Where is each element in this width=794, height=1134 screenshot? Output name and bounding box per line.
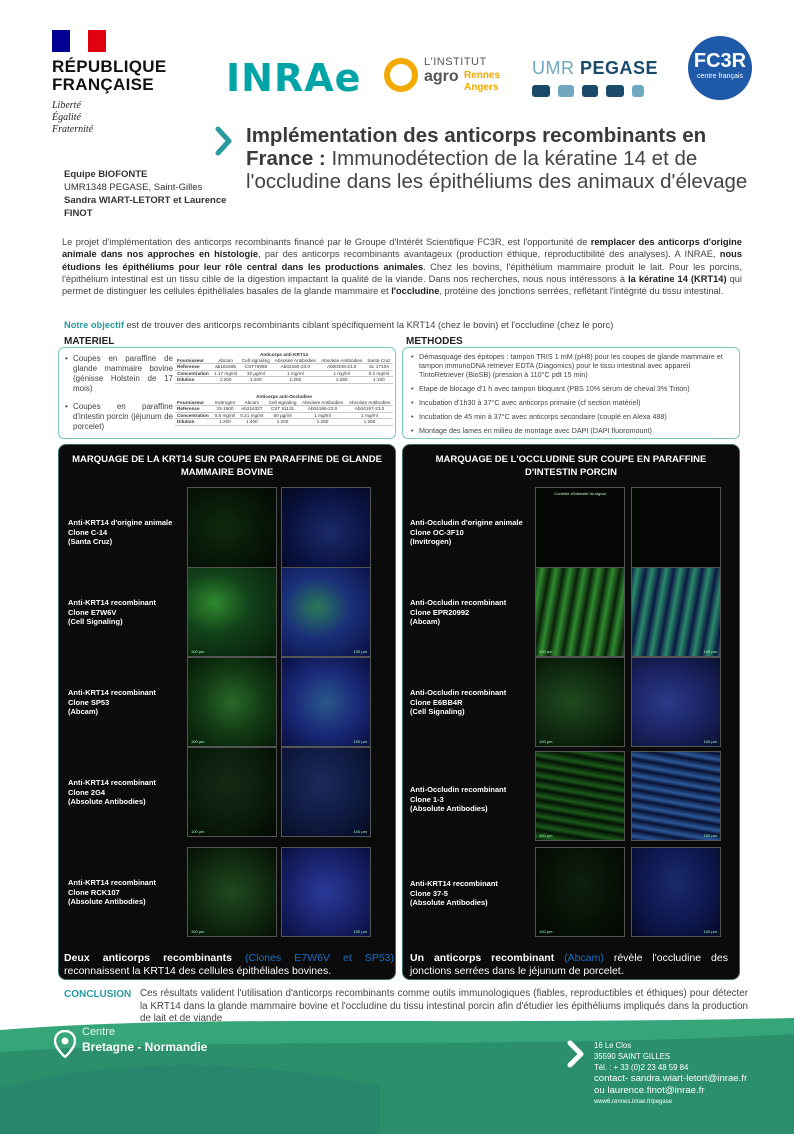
chevron-right-icon — [214, 126, 234, 156]
agro-city-angers: Angers — [464, 82, 499, 93]
table-cell: Santa Cruz — [365, 358, 393, 364]
krt14-panel-heading: MARQUAGE DE LA KRT14 SUR COUPE EN PARAFFINE DE GLANDE MAMMAIRE BOVINE — [72, 454, 382, 478]
intro-text-4: qui permet de distinguer les cellules épithéliales basales de la glande mammaire et — [62, 273, 742, 297]
table-cell: Absolute Antibodies — [319, 358, 365, 364]
table-cell: 1:250 — [299, 419, 346, 426]
ab-name: Anti-KRT14 recombinant — [68, 598, 156, 607]
agro-city-rennes: Rennes — [464, 70, 501, 81]
table-cell: 1:250 — [319, 377, 365, 384]
scale-bar-label: 100 µm — [353, 929, 367, 934]
conclusion-accent: (Abcam) — [564, 952, 604, 964]
poster-title-rest: Immunodétection de la kératine 14 et de l'occludine dans les épithéliums des animaux d'élevage — [246, 147, 748, 193]
scale-bar-label: 100 µm — [191, 649, 205, 654]
methode-item: • Démasquage des épitopes : tampon TRIS 1 mM (pH8) pour les coupes de glande mammaire et tampon immunoDNA retriever EDTA (Diagomics) pour le tissu intestinal avec appareil TintoRetriever (BioSB) (pression à 110°C pdt 15 min) — [411, 352, 731, 379]
krt14-antibody-table — [175, 352, 393, 384]
intro-bold-4: l'occludine — [391, 286, 440, 297]
fc3r-subtitle: centre français — [697, 73, 743, 80]
table-cell: Ab02180-23.0 — [272, 364, 318, 371]
table-cell: Cell signaling — [266, 400, 299, 406]
ab-clone: Clone 37-5 — [410, 888, 448, 898]
krt14-panel-conclusion — [64, 952, 394, 978]
table-cell: 1 mg/ml — [299, 412, 346, 419]
micrograph-merge — [631, 751, 721, 841]
scale-bar-label: 100 µm — [539, 739, 553, 744]
motto-egalite: Égalité — [52, 112, 81, 123]
table-cell: Abcam — [212, 358, 240, 364]
micrograph-green — [535, 567, 625, 657]
ab-clone: Clone OC-3F10 — [410, 527, 464, 537]
table-cell: 0.5 mg/ml — [212, 412, 238, 419]
team-unit: UMR1348 PEGASE, Saint-Gilles — [64, 182, 203, 193]
micrograph-merge — [281, 747, 371, 837]
footer-region: Bretagne - Normandie — [82, 1040, 208, 1054]
scale-bar-label: 100 µm — [191, 739, 205, 744]
scale-bar-label: 100 µm — [539, 929, 553, 934]
table-cell: Reference — [175, 406, 212, 413]
table-cell: 1 mg/ml — [346, 412, 393, 419]
occludin-table-caption: Anticorps anti-Occludine — [256, 394, 312, 399]
table-cell: Absolute Antibodies — [299, 400, 346, 406]
footer-address — [594, 1040, 784, 1108]
table-cell: 1:100 — [365, 377, 393, 384]
agro-ring-icon — [384, 58, 418, 92]
institut-agro-logo — [384, 54, 514, 100]
scale-bar-label: 100 µm — [353, 829, 367, 834]
micrograph-green — [187, 567, 277, 657]
table-cell: Dilution — [175, 419, 212, 426]
fc3r-logo — [688, 36, 752, 100]
krt14-antibody-label — [68, 598, 156, 627]
intro-text-5: , protéine des jonctions serrées, reflétant l'intégrité du tissu intestinal. — [439, 286, 724, 297]
table-cell: Fournisseur — [175, 358, 212, 364]
marianne-flag-icon — [52, 30, 106, 52]
poster-title — [246, 124, 766, 193]
table-cell: 1:200 — [240, 377, 273, 384]
ab-clone: Clone 2G4 — [68, 787, 106, 797]
scale-bar-label: 100 µm — [703, 833, 717, 838]
occludin-antibody-label — [410, 879, 498, 908]
materiel-box — [58, 347, 396, 439]
motto-liberte: Liberté — [52, 100, 81, 111]
ab-name: Anti-KRT14 recombinant — [68, 688, 156, 697]
micrograph-merge — [281, 847, 371, 937]
methode-item: • Incubation de 45 min à 37°C avec anticorps secondaire (couplé en Alexa 488) — [411, 412, 731, 421]
intro-paragraph — [62, 236, 742, 297]
conclusion-text: révèle l'occludine des jonctions serrées dans le jéjunum de porcelet. — [410, 952, 728, 977]
team-name: Equipe BIOFONTE — [64, 169, 148, 180]
scale-bar-label: 100 µm — [191, 929, 205, 934]
ab-name: Anti-Occludin recombinant — [410, 688, 507, 697]
agro-line1: L'INSTITUT — [424, 56, 487, 68]
ab-name: Anti-KRT14 recombinant — [68, 878, 156, 887]
ab-name: Anti-KRT14 recombinant — [68, 778, 156, 787]
krt14-table-caption: Anticorps anti-KRT14 — [260, 352, 308, 357]
contact-email[interactable]: ou laurence.finot@inrae.fr — [594, 1085, 705, 1096]
micrograph-merge — [631, 847, 721, 937]
table-cell: Invitrogen — [212, 400, 238, 406]
ab-clone: Clone E7W6V — [68, 607, 117, 617]
ab-name: Anti-KRT14 recombinant — [410, 879, 498, 888]
republique-francaise-logo — [52, 30, 192, 136]
table-cell: 0.2 mg/ml — [365, 370, 393, 377]
chevron-right-icon — [566, 1040, 586, 1068]
krt14-antibody-label — [68, 518, 172, 547]
poster-title-bold: Implémentation des anticorps recombinants en France : — [246, 124, 707, 170]
micrograph-merge — [631, 487, 721, 577]
team-authors-line1: Sandra WIART-LETORT et Laurence — [64, 195, 227, 206]
table-cell: CST 91131 — [266, 406, 299, 413]
ab-clone: Clone RCK107 — [68, 887, 120, 897]
krt14-antibody-label — [68, 778, 156, 807]
scale-bar-label: 100 µm — [353, 739, 367, 744]
intro-bold-2: nous étudions les épithéliums pour leur rôle central dans les productions animales — [62, 249, 742, 272]
micrograph-green — [535, 487, 625, 577]
objective-text: est de trouver des anticorps recombinants ciblant spécifiquement la KRT14 (chez le bovin) et l'occludine (chez le porc) — [123, 320, 614, 330]
occludin-antibody-label — [410, 598, 506, 627]
ab-clone: Clone E6BB4R — [410, 697, 463, 707]
motto-fraternite: Fraternité — [52, 124, 94, 135]
table-cell: 1:250 — [272, 377, 318, 384]
table-cell: 1 mg/ml — [272, 370, 318, 377]
occludin-antibody-table — [175, 394, 393, 426]
micrograph-green — [187, 487, 277, 577]
conclusion-text: reconnaissent la KRT14 des cellules épithéliales bovines. — [64, 965, 332, 977]
micrograph-green — [535, 657, 625, 747]
address-line: 16 Le Clos — [594, 1041, 632, 1050]
krt14-panel — [58, 444, 396, 980]
team-authors-line2: FINOT — [64, 208, 93, 219]
micrograph-merge — [631, 657, 721, 747]
table-cell: 50 µg/ml — [266, 412, 299, 419]
micrograph-merge — [281, 567, 371, 657]
table-cell: Fournisseur — [175, 400, 212, 406]
scale-bar-label: 100 µm — [703, 739, 717, 744]
methodes-list — [411, 352, 731, 440]
materiel-heading: MATERIEL — [64, 336, 115, 347]
ab-name: Anti-KRT14 d'origine animale — [68, 518, 173, 527]
scale-bar-label: 100 µm — [539, 833, 553, 838]
occludin-antibody-label — [410, 518, 523, 547]
table-cell: CST75958 — [240, 364, 273, 371]
intro-text-3: . Chez les bovins, l'épithélium mammaire produit le lait. Pour les porcins, l'épithélium intestinal est un tissu cible de la digestion impactant la qualité de la viande. Dans nos recherches, nous nous intéressons à — [62, 261, 742, 284]
ab-supplier: (Cell Signaling) — [410, 707, 465, 717]
table-cell: Concentration — [175, 412, 212, 419]
table-cell: 1:200 — [212, 419, 238, 426]
methode-item: • Incubation d'1h30 à 37°C avec anticorps primaire (cf section matériel) — [411, 398, 731, 407]
materiel-list — [65, 354, 173, 440]
occludin-panel-heading: MARQUAGE DE L'OCCLUDINE SUR COUPE EN PARAFFINE D'INTESTIN PORCIN — [435, 454, 707, 478]
intro-bold-1: remplacer des anticorps d'origine animale dans nos approches en histologie — [62, 237, 742, 260]
table-cell: Sc 17104 — [365, 364, 393, 371]
table-cell: Cell signaling — [240, 358, 273, 364]
micrograph-green — [535, 847, 625, 937]
micrograph-merge — [281, 487, 371, 577]
ab-supplier: (Absolute Antibodies) — [68, 897, 146, 907]
ab-supplier: (Cell Signaling) — [68, 617, 123, 627]
ab-name: Anti-Occludin recombinant — [410, 785, 507, 794]
ab-supplier: (Absolute Antibodies) — [410, 898, 488, 908]
ab-supplier: (Santa Cruz) — [68, 537, 113, 547]
ab-name: Anti-Occludin recombinant — [410, 598, 507, 607]
methode-item: • Etape de blocage d'1 h avec tampon bloquant (PBS 10% sérum de cheval 3% Triton) — [411, 384, 731, 393]
ab-supplier: (Abcam) — [410, 617, 441, 627]
conclusion-text: Ces résultats valident l'utilisation d'anticorps recombinants comme outils immunologiques (fiables, reproductibles et éthiques) pour détecter la KRT14 dans la glande mammaire bovine et l'occludine du tissu intestinal porcin afin d'étudier les épithéliums impliqués dans la production de lait et de viande — [140, 988, 748, 1024]
table-cell: 1:250 — [346, 419, 393, 426]
fc3r-name: FC3R — [693, 50, 747, 72]
conclusion-bold: Un anticorps recombinant — [410, 952, 555, 964]
materiel-item: • Coupes en paraffine de glande mammaire bovine (génisse Holstein de 17 mois) — [65, 354, 173, 394]
table-cell: 1:250 — [212, 377, 240, 384]
table-cell: Ab216327 — [238, 406, 266, 413]
occludin-antibody-label — [410, 785, 506, 814]
table-cell: 32 µg/ml — [240, 370, 273, 377]
table-cell: Abcam — [238, 400, 266, 406]
website-link[interactable]: www6.rennes.inrae.fr/pegase — [594, 1099, 673, 1105]
location-pin-icon — [54, 1030, 76, 1058]
table-cell: 1:400 — [238, 419, 266, 426]
table-cell: 0.21 mg/ml — [238, 412, 266, 419]
occludin-antibody-label — [410, 688, 506, 717]
phone-number: Tél. : + 33 (0)2 23 48 59 84 — [594, 1063, 689, 1072]
ab-name: Anti-Occludin d'origine animale — [410, 518, 523, 527]
micrograph-merge — [281, 657, 371, 747]
table-cell: Reference — [175, 364, 212, 371]
methodes-box — [402, 347, 740, 439]
scale-bar-label: 100 µm — [703, 929, 717, 934]
occludin-panel — [402, 444, 740, 980]
micrograph-green — [187, 657, 277, 747]
micrograph-green — [187, 847, 277, 937]
scale-bar-label: 100 µm — [191, 829, 205, 834]
address-line: 35590 SAINT GILLES — [594, 1052, 671, 1061]
conclusion-bold: Deux anticorps recombinants — [64, 952, 232, 964]
conclusion-accent: (Clones E7W6V et SP53) — [245, 952, 395, 964]
scale-bar-label: 100 µm — [703, 649, 717, 654]
inrae-logo: INRAe — [226, 56, 362, 100]
ab-clone: Clone C-14 — [68, 527, 108, 537]
micrograph-merge — [631, 567, 721, 657]
umr-pegase-logo — [532, 58, 662, 99]
objective-lead: Notre objectif — [64, 320, 124, 330]
table-cell: Dilution — [175, 377, 212, 384]
republique-name-line1: RÉPUBLIQUE — [52, 57, 167, 76]
intro-text-2: , par des anticorps recombinants avantageux (production éthique, reproductibilité des analyses). A INRAE, — [258, 249, 720, 260]
pegase-umr: UMR — [532, 58, 575, 78]
contact-email[interactable]: contact- sandra.wiart-letort@inrae.fr — [594, 1073, 748, 1084]
table-cell: Concentration — [175, 370, 212, 377]
farm-animals-icon — [532, 83, 662, 99]
inset-label: Contrôle d'intensité du signal — [554, 491, 606, 496]
krt14-antibody-label — [68, 688, 156, 717]
table-cell: Ab04196-23.0 — [299, 406, 346, 413]
intro-text-1: Le projet d'implémentation des anticorps recombinants financé par le Groupe d'Intérêt Scientifique FC3R, est l'opportunité de — [62, 237, 591, 247]
team-block — [64, 168, 234, 220]
materiel-item: • Coupes en paraffine d'intestin porcin (jéjunum de porcelet) — [65, 402, 173, 432]
ab-clone: Clone SP53 — [68, 697, 110, 707]
methodes-heading: METHODES — [406, 336, 463, 347]
table-cell: ab181595 — [212, 364, 240, 371]
ab-clone: Clone 1-3 — [410, 794, 444, 804]
table-cell: 1:200 — [266, 419, 299, 426]
ab-supplier: (Absolute Antibodies) — [68, 797, 146, 807]
ab-clone: Clone EPR20992 — [410, 607, 470, 617]
table-cell: 1 mg/ml — [319, 370, 365, 377]
ab-supplier: (Absolute Antibodies) — [410, 804, 488, 814]
objective-line — [64, 319, 744, 331]
micrograph-green — [535, 751, 625, 841]
table-cell: Ab00336-23.0 — [319, 364, 365, 371]
micrograph-green — [187, 747, 277, 837]
methode-item: • Montage des lames en milieu de montage avec DAPI (DAPI fluoromount) — [411, 426, 731, 435]
table-cell: 33-1500 — [212, 406, 238, 413]
table-cell: Absolute Antibodies — [346, 400, 393, 406]
table-cell: Ab04197-23.0 — [346, 406, 393, 413]
footer-centre: Centre — [82, 1026, 116, 1038]
krt14-antibody-label — [68, 878, 156, 907]
conclusion-heading: CONCLUSION — [64, 989, 132, 1000]
ab-supplier: (Invitrogen) — [410, 537, 452, 547]
scale-bar-label: 100 µm — [353, 649, 367, 654]
scale-bar-label: 100 µm — [539, 649, 553, 654]
pegase-name: PEGASE — [580, 58, 659, 78]
republique-name-line2: FRANÇAISE — [52, 75, 154, 94]
occludin-panel-conclusion — [410, 952, 728, 978]
table-cell: Absolute Antibodies — [272, 358, 318, 364]
agro-line2: agro — [424, 68, 459, 85]
intro-bold-3: la kératine 14 (KRT14) — [628, 273, 727, 284]
table-cell: 1.17 mg/ml — [212, 370, 240, 377]
ab-supplier: (Abcam) — [68, 707, 99, 717]
